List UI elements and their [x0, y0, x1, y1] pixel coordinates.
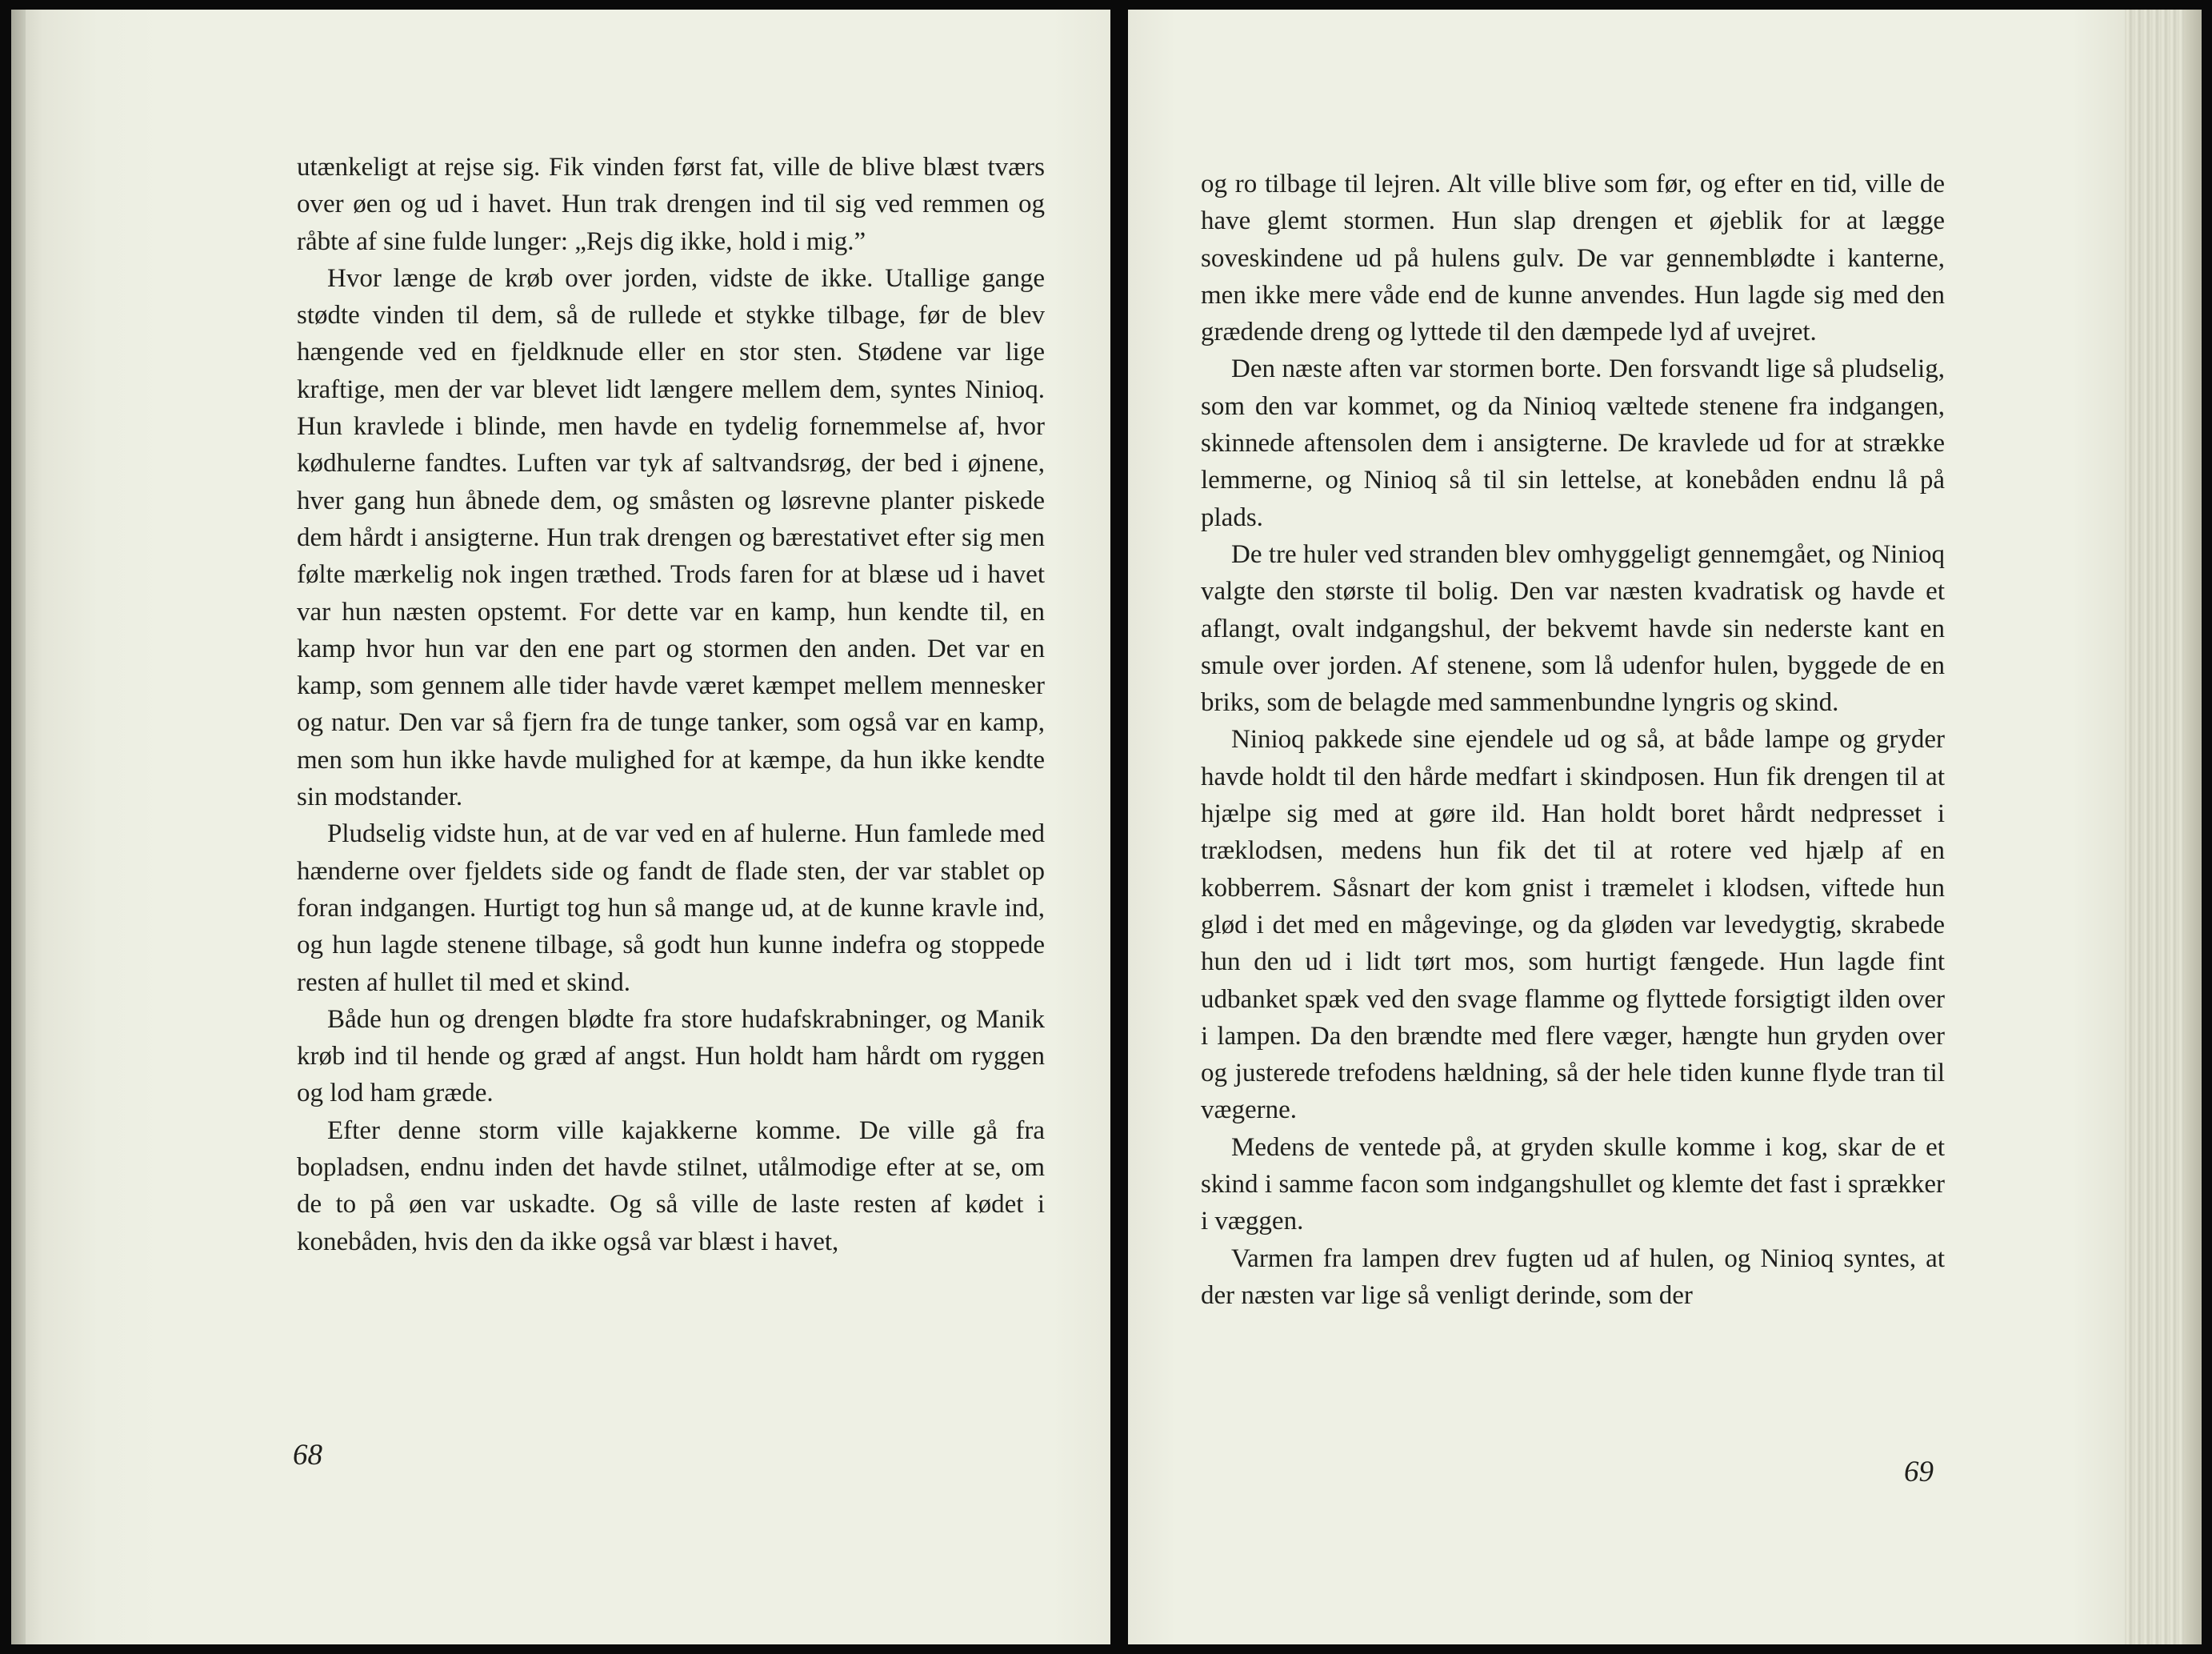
- paragraph: De tre huler ved stranden blev omhyggeligt gennemgået, og Ninioq valgte den største til bolig. Den var næsten kvadratisk og havde et aflangt, ovalt indgangshul, der bekvemt havde sin nederste kant en smule over jorden. Af stenene, som lå udenfor hulen, byggede de en briks, som de belagde med sammenbundne lyngris og skind.: [1201, 539, 1945, 718]
- right-page: [1128, 10, 2125, 1644]
- paragraph: Varmen fra lampen drev fugten ud af hulen, og Ninioq syntes, at der næsten var lige så venligt derinde, som der: [1201, 1244, 1945, 1310]
- paragraph: Efter denne storm ville kajakkerne komme. De ville gå fra bopladsen, endnu inden det havde stilnet, utålmodige efter at se, om de to på øen var uskadte. Og så ville de laste resten af kødet i konebåden, hvis den da ikke også var blæst i havet,: [297, 1115, 1045, 1256]
- paragraph: Hvor længe de krøb over jorden, vidste de ikke. Utallige gange stødte vinden til dem, så de rullede et stykke tilbage, før de blev hængende ved en fjeldknude eller en stor sten. Stødene var lige kraftige, men der var blevet lidt længere mellem dem, syntes Ninioq. Hun kravlede i blinde, men havde en tydelig fornemmelse af, hvor kødhulerne fandtes. Luften var tyk af saltvandsrøg, der bed i øjnene, hver gang hun åbnede dem, og småsten og løsrevne planter piskede dem hårdt i ansigterne. Hun trak drengen og bærestativet efter sig men følte mærkelig nok ingen træthed. Trods faren for at blæse ud i havet var hun næsten opstemt. For dette var en kamp, hun kendte til, en kamp hvor hun var den ene part og stormen den anden. Det var en kamp, som gennem alle tider havde været kæmpet mellem mennesker og natur. Den var så fjern fra de tunge tanker, som også var en kamp, men som hun ikke havde mulighed for at kæmpe, da hun ikke kendte sin modstander.: [297, 263, 1045, 812]
- page-edges: [2125, 10, 2202, 1644]
- paragraph: Den næste aften var stormen borte. Den forsvandt lige så pludselig, som den var kommet, og da Ninioq væltede stenene fra indgangen, skinnede aftensolen dem i ansigterne. De kravlede ud for at strække lemmerne, og Ninioq så til sin lettelse, at konebåden endnu lå på plads.: [1201, 354, 1945, 532]
- paragraph: Både hun og drengen blødte fra store hudafskrabninger, og Manik krøb ind til hende og græd af angst. Hun holdt ham hårdt om ryggen og lod ham græde.: [297, 1004, 1045, 1108]
- page-number-right: 69: [1904, 1456, 1934, 1488]
- left-page-text: [297, 149, 1045, 1260]
- left-page: [11, 10, 1110, 1644]
- paragraph: Medens de ventede på, at gryden skulle komme i kog, skar de et skind i samme facon som indgangshullet og klemte det fast i sprækker i væggen.: [1201, 1132, 1945, 1236]
- page-number-left: 68: [293, 1439, 322, 1472]
- paragraph: og ro tilbage til lejren. Alt ville blive som før, og efter en tid, ville de have glemt stormen. Hun slap drengen et øjeblik for at lægge soveskindene ud på hulens gulv. De var gennemblødte i kanterne, men ikke mere våde end de kunne anvendes. Hun lagde sig med den grædende dreng og lyttede til den dæmpede lyd af uvejret.: [1201, 170, 1945, 347]
- paragraph: Pludselig vidste hun, at de var ved en af hulerne. Hun famlede med hænderne over fjeldets side og fandt de flade sten, der var stablet op foran indgangen. Hurtigt tog hun så mange ud, at de kunne kravle ind, og hun lagde stenene tilbage, så godt hun kunne indefra og stoppede resten af hullet til med et skind.: [297, 819, 1045, 997]
- paragraph: utænkeligt at rejse sig. Fik vinden først fat, ville de blive blæst tværs over øen og ud i havet. Hun trak drengen ind til sig ved remmen og råbte af sine fulde lunger: „Rejs dig ikke, hold i mig.”: [297, 153, 1045, 256]
- paragraph: Ninioq pakkede sine ejendele ud og så, at både lampe og gryder havde holdt til den hårde medfart i skindposen. Hun fik drengen til at hjælpe sig med at gøre ild. Han holdt boret hårdt nedpresset i træklodsen, medens hun fik det til at rotere ved hjælp af en kobberrem. Såsnart der kom gnist i træmelet i klodsen, viftede hun glød i det med en mågevinge, og da gløden var levedygtig, skrabede hun den ud i lidt tørt mos, som hurtigt fængede. Hun lagde fint udbanket spæk ved den svage flamme og flyttede forsigtigt ilden over i lampen. Da den brændte med flere væger, hængte hun gryden over og justerede trefodens hældning, så der hele tiden kunne flyde tran til vægerne.: [1201, 725, 1945, 1125]
- right-page-text: [1201, 166, 1945, 1314]
